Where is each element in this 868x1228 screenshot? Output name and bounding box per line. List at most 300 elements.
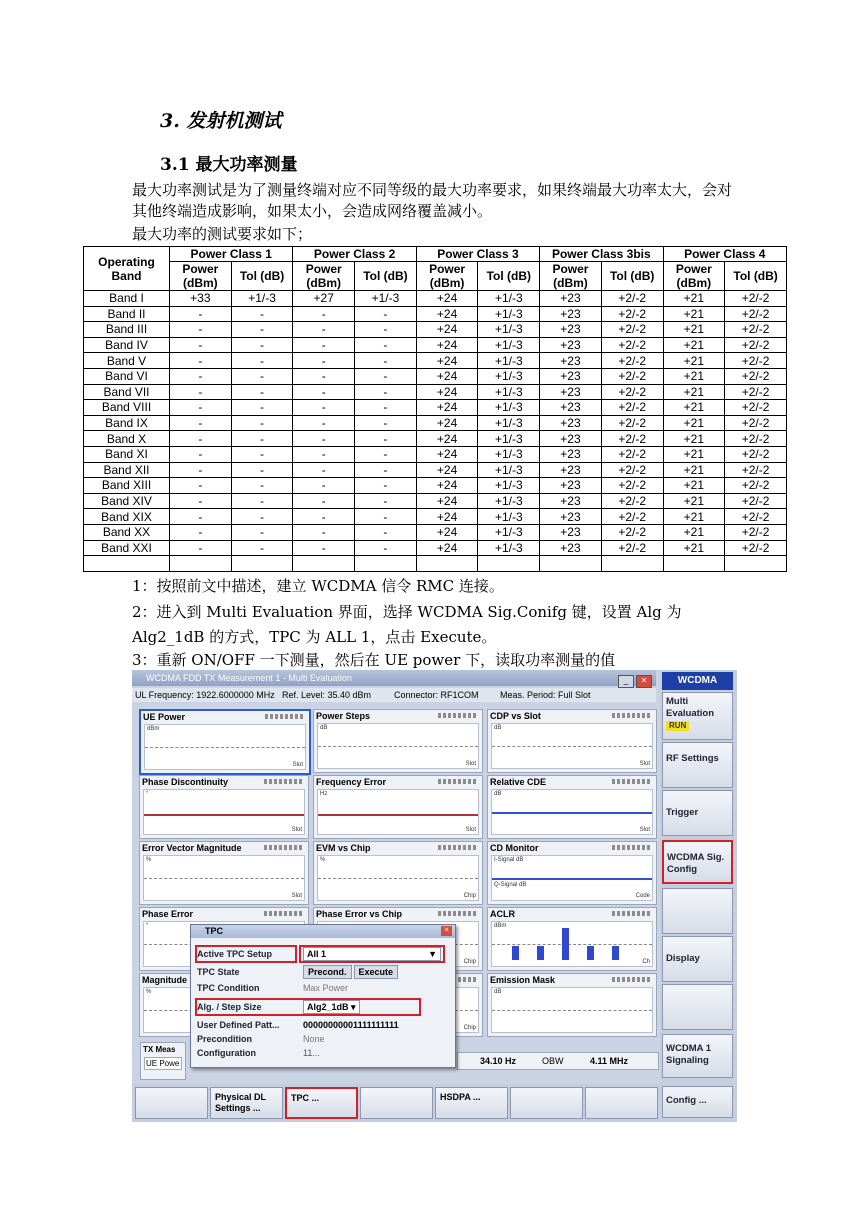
status-dots-icon: [612, 845, 652, 850]
tol-subheader: Tol (dB): [601, 262, 663, 291]
value-cell: +2/-2: [725, 337, 787, 353]
class-header: Power Class 3bis: [540, 247, 663, 262]
table-row: [84, 493, 787, 509]
step-1: 1：按照前文中描述，建立 WCDMA 信令 RMC 连接。: [132, 577, 504, 595]
step-3: 3：重新 ON/OFF 一下测量，然后在 UE power 下，读取功率测量的值: [132, 651, 616, 669]
status-dots-icon: [264, 845, 304, 850]
panel-title: Emission Mask: [490, 975, 556, 985]
status-dots-icon: [264, 911, 304, 916]
value-cell: -: [231, 524, 293, 540]
value-cell: +21: [663, 291, 725, 307]
table-row: [84, 322, 787, 338]
band-cell: Band XIX: [84, 509, 170, 525]
band-cell: Band XXI: [84, 540, 170, 556]
plot-area: [317, 723, 479, 769]
value-cell: -: [231, 462, 293, 478]
value-cell: +1/-3: [478, 400, 540, 416]
value-cell: +2/-2: [601, 446, 663, 462]
measurement-panel[interactable]: [139, 709, 311, 775]
value-cell: -: [170, 415, 232, 431]
value-cell: +24: [416, 509, 478, 525]
value-cell: +1/-3: [478, 415, 540, 431]
operating-band-header: Operating Band: [84, 247, 170, 291]
value-cell: +2/-2: [601, 337, 663, 353]
precondition-label: Precondition: [197, 1034, 253, 1044]
value-cell: +23: [540, 400, 602, 416]
info-bar: [132, 688, 656, 702]
tx-meas-title: TX Meas: [143, 1045, 176, 1054]
aclr-bar: [612, 946, 619, 960]
value-cell: +2/-2: [601, 478, 663, 494]
value-cell: +24: [416, 524, 478, 540]
value-cell: -: [355, 478, 417, 494]
alg-step-label: Alg. / Step Size: [197, 1002, 262, 1012]
value-cell: -: [293, 462, 355, 478]
value-cell: -: [293, 368, 355, 384]
value-cell: +24: [416, 400, 478, 416]
value-cell: +21: [663, 462, 725, 478]
value-cell: [663, 556, 725, 572]
plot-area: [491, 789, 653, 835]
value-cell: +2/-2: [601, 322, 663, 338]
status-dots-icon: [438, 845, 478, 850]
panel-title: CDP vs Slot: [490, 711, 541, 721]
configuration-value: 11...: [303, 1048, 320, 1058]
wcdma-signaling-button[interactable]: WCDMA 1 Signaling: [662, 1034, 733, 1078]
value-cell: +2/-2: [725, 524, 787, 540]
value-cell: -: [293, 306, 355, 322]
panel-title: Phase Error vs Chip: [316, 909, 403, 919]
value-cell: -: [231, 322, 293, 338]
plot-area: [491, 987, 653, 1033]
alg-step-value: Alg2_1dB: [307, 1002, 349, 1012]
value-cell: +2/-2: [725, 540, 787, 556]
measurement-panel[interactable]: [313, 775, 483, 839]
value-cell: +24: [416, 446, 478, 462]
display-button[interactable]: Display: [662, 936, 733, 982]
panel-title: Phase Discontinuity: [142, 777, 229, 787]
value-cell: -: [355, 509, 417, 525]
value-cell: +21: [663, 322, 725, 338]
plot-x-unit: Slot: [639, 761, 650, 767]
plot-y-unit: dB: [494, 791, 502, 797]
status-dots-icon: [264, 779, 304, 784]
requirement-intro: 最大功率的测试要求如下；: [132, 225, 313, 243]
softkey-empty[interactable]: [662, 888, 733, 934]
value-cell: +1/-3: [478, 478, 540, 494]
value-cell: +21: [663, 478, 725, 494]
value-cell: +24: [416, 322, 478, 338]
panel-title: Error Vector Magnitude: [142, 843, 242, 853]
value-cell: -: [293, 384, 355, 400]
status-dots-icon: [438, 779, 478, 784]
table-row: [84, 384, 787, 400]
value-cell: -: [170, 384, 232, 400]
step-2: 2：进入到 Multi Evaluation 界面，选择 WCDMA Sig.Conifg 键，设置 Alg 为: [132, 603, 682, 621]
aclr-bar: [587, 946, 594, 960]
status-dots-icon: [612, 713, 652, 718]
band-cell: Band X: [84, 431, 170, 447]
value-cell: -: [355, 415, 417, 431]
tpc-condition-value: Max Power: [303, 983, 349, 993]
trace-line: [492, 746, 652, 747]
plot-y-unit: %: [146, 989, 152, 995]
value-cell: +23: [540, 322, 602, 338]
value-cell: +2/-2: [725, 431, 787, 447]
plot-x-unit: Chip: [463, 959, 476, 965]
bottom-values: [457, 1052, 659, 1070]
value-cell: -: [293, 322, 355, 338]
minimize-button[interactable]: _: [618, 675, 634, 688]
value-cell: -: [170, 524, 232, 540]
table-row: [84, 478, 787, 494]
value-cell: +2/-2: [601, 462, 663, 478]
measurement-panel[interactable]: [313, 709, 483, 773]
trace-line: [144, 878, 304, 879]
panel-title: Frequency Error: [316, 777, 387, 787]
value-cell: +2/-2: [725, 493, 787, 509]
value-cell: -: [231, 337, 293, 353]
window-titlebar: [132, 670, 656, 686]
bottom-softkey[interactable]: HSDPA ...: [435, 1087, 508, 1119]
plot-y-unit: %: [146, 857, 152, 863]
plot-x-unit: Chip: [463, 893, 476, 899]
window-title: WCDMA FDD TX Measurement 1 - Multi Evaluation: [146, 673, 352, 683]
value-cell: +1/-3: [478, 540, 540, 556]
value-cell: +2/-2: [725, 446, 787, 462]
value-cell: -: [293, 540, 355, 556]
status-dots-icon: [612, 911, 652, 916]
panel-title: Power Steps: [316, 711, 371, 721]
connector: Connector: RF1COM: [394, 690, 479, 700]
intro-paragraph: 最大功率测试是为了测量终端对应不同等级的最大功率要求，如果终端最大功率太大，会对其他终端造成影响，如果太小，会造成网络覆盖减小。: [132, 181, 733, 220]
plot-x-unit: Slot: [465, 761, 476, 767]
measurement-panel[interactable]: [487, 841, 657, 905]
value-cell: -: [231, 431, 293, 447]
value-cell: -: [355, 446, 417, 462]
value-cell: +23: [540, 291, 602, 307]
precond-button[interactable]: Precond.: [303, 965, 352, 979]
value-cell: +2/-2: [725, 415, 787, 431]
value-cell: +23: [540, 415, 602, 431]
measurement-panel[interactable]: [487, 973, 657, 1037]
value-cell: +2/-2: [725, 400, 787, 416]
value-cell: -: [170, 337, 232, 353]
plot-x-unit: Code: [635, 893, 650, 899]
value-cell: +1/-3: [478, 462, 540, 478]
trace-line: [318, 814, 478, 816]
plot-y-unit: °: [146, 923, 149, 929]
obw-label: OBW: [542, 1056, 564, 1066]
value-cell: +1/-3: [355, 291, 417, 307]
plot-area: [143, 855, 305, 901]
value-cell: +2/-2: [725, 368, 787, 384]
close-icon[interactable]: ✕: [636, 675, 652, 688]
value-cell: +1/-3: [478, 384, 540, 400]
value-cell: -: [231, 478, 293, 494]
value-cell: +2/-2: [725, 353, 787, 369]
band-cell: Band VIII: [84, 400, 170, 416]
active-tpc-label: Active TPC Setup: [197, 949, 273, 959]
freq-value: 34.10 Hz: [480, 1056, 517, 1066]
value-cell: -: [355, 306, 417, 322]
value-cell: -: [293, 478, 355, 494]
value-cell: +2/-2: [601, 291, 663, 307]
precondition-value: None: [303, 1034, 325, 1044]
value-cell: [170, 556, 232, 572]
close-icon[interactable]: ✕: [441, 926, 452, 936]
plot-area: [491, 921, 653, 967]
band-cell: Band XIV: [84, 493, 170, 509]
plot-y-unit: I-Signal dB: [494, 857, 524, 863]
value-cell: -: [170, 509, 232, 525]
value-cell: +2/-2: [601, 524, 663, 540]
wcdma-sig-config-button[interactable]: WCDMA Sig. Config: [662, 840, 733, 884]
value-cell: +21: [663, 415, 725, 431]
plot-x-unit: Slot: [639, 827, 650, 833]
plot-area: [144, 724, 306, 770]
value-cell: +2/-2: [601, 353, 663, 369]
table-row: [84, 431, 787, 447]
value-cell: -: [293, 446, 355, 462]
value-cell: -: [355, 493, 417, 509]
measurement-panel[interactable]: [487, 709, 657, 773]
power-subheader: Power (dBm): [293, 262, 355, 291]
aclr-bar: [512, 946, 519, 960]
value-cell: +21: [663, 400, 725, 416]
value-cell: +24: [416, 306, 478, 322]
measurement-panel[interactable]: [139, 841, 309, 905]
band-cell: Band XI: [84, 446, 170, 462]
measurement-panel[interactable]: [487, 775, 657, 839]
value-cell: -: [355, 462, 417, 478]
value-cell: -: [231, 540, 293, 556]
value-cell: -: [293, 400, 355, 416]
trace-line: [492, 878, 652, 880]
aclr-bar: [537, 946, 544, 960]
table-row: [84, 368, 787, 384]
bottom-softkey[interactable]: [510, 1087, 583, 1119]
measurement-panel[interactable]: [487, 907, 657, 971]
value-cell: -: [231, 400, 293, 416]
value-cell: +1/-3: [478, 322, 540, 338]
table-row: [84, 446, 787, 462]
value-cell: [725, 556, 787, 572]
table-row: [84, 556, 787, 572]
value-cell: [601, 556, 663, 572]
value-cell: +2/-2: [725, 291, 787, 307]
configuration-label: Configuration: [197, 1048, 256, 1058]
table-row: [84, 306, 787, 322]
value-cell: +2/-2: [725, 384, 787, 400]
table-row: [84, 353, 787, 369]
value-cell: -: [170, 540, 232, 556]
bottom-softkey[interactable]: Physical DL Settings ...: [210, 1087, 283, 1119]
value-cell: +1/-3: [478, 446, 540, 462]
user-pattern-label: User Defined Patt...: [197, 1020, 280, 1030]
user-pattern-value[interactable]: 00000000001111111111: [303, 1020, 399, 1030]
panel-title: Relative CDE: [490, 777, 547, 787]
value-cell: [478, 556, 540, 572]
bottom-softkey[interactable]: TPC ...: [285, 1087, 358, 1119]
value-cell: -: [293, 353, 355, 369]
value-cell: -: [293, 337, 355, 353]
panel-title: EVM vs Chip: [316, 843, 371, 853]
bottom-softkey[interactable]: [135, 1087, 208, 1119]
band-cell: Band XX: [84, 524, 170, 540]
value-cell: [355, 556, 417, 572]
value-cell: [540, 556, 602, 572]
tol-subheader: Tol (dB): [231, 262, 293, 291]
value-cell: -: [170, 446, 232, 462]
multi-evaluation-button[interactable]: [662, 692, 733, 740]
class-header: Power Class 3: [416, 247, 539, 262]
band-cell: Band II: [84, 306, 170, 322]
max-power-table: [83, 246, 787, 572]
panel-title: UE Power: [143, 712, 186, 722]
highlight-box: [195, 998, 421, 1016]
trigger-button[interactable]: Trigger: [662, 790, 733, 836]
panel-title: Magnitude: [142, 975, 187, 985]
table-row: [84, 509, 787, 525]
value-cell: +24: [416, 462, 478, 478]
value-cell: -: [170, 368, 232, 384]
value-cell: +23: [540, 446, 602, 462]
plot-x-unit: Ch: [642, 959, 650, 965]
measurement-panel[interactable]: [313, 841, 483, 905]
value-cell: -: [293, 431, 355, 447]
chevron-down-icon: ▼: [428, 949, 437, 959]
value-cell: -: [170, 306, 232, 322]
value-cell: +2/-2: [601, 384, 663, 400]
aclr-bar: [562, 928, 569, 960]
value-cell: +24: [416, 493, 478, 509]
trace-line: [492, 1010, 652, 1011]
value-cell: +1/-3: [478, 337, 540, 353]
highlight-box: [299, 945, 445, 963]
value-cell: +23: [540, 431, 602, 447]
trace-line: [492, 944, 652, 945]
plot-area: [317, 855, 479, 901]
rf-settings-button[interactable]: RF Settings: [662, 742, 733, 788]
value-cell: +2/-2: [601, 368, 663, 384]
value-cell: +24: [416, 368, 478, 384]
band-cell: Band IX: [84, 415, 170, 431]
value-cell: +23: [540, 478, 602, 494]
value-cell: +1/-3: [478, 306, 540, 322]
right-softkey-bar: [660, 670, 737, 1122]
value-cell: -: [231, 306, 293, 322]
value-cell: -: [231, 493, 293, 509]
tol-subheader: Tol (dB): [725, 262, 787, 291]
value-cell: [293, 556, 355, 572]
value-cell: -: [355, 400, 417, 416]
bottom-softkey[interactable]: [585, 1087, 658, 1119]
plot-q-label: Q-Signal dB: [494, 882, 527, 888]
trace-line: [318, 878, 478, 879]
trace-line: [318, 746, 478, 747]
status-dots-icon: [265, 714, 305, 719]
plot-x-unit: Chip: [463, 1025, 476, 1031]
band-cell: Band VII: [84, 384, 170, 400]
value-cell: -: [355, 524, 417, 540]
tpc-dialog: [190, 924, 456, 1068]
plot-x-unit: Slot: [465, 827, 476, 833]
value-cell: +1/-3: [478, 431, 540, 447]
value-cell: +2/-2: [601, 306, 663, 322]
config-button[interactable]: Config ...: [662, 1086, 733, 1118]
tpc-state-label: TPC State: [197, 967, 240, 977]
value-cell: -: [231, 368, 293, 384]
value-cell: +24: [416, 353, 478, 369]
value-cell: -: [170, 400, 232, 416]
plot-x-unit: Slot: [292, 762, 303, 768]
value-cell: -: [231, 415, 293, 431]
section-heading: 3. 发射机测试: [160, 110, 282, 132]
value-cell: +2/-2: [601, 493, 663, 509]
value-cell: +23: [540, 368, 602, 384]
value-cell: +21: [663, 446, 725, 462]
value-cell: +2/-2: [725, 462, 787, 478]
plot-y-unit: Hz: [320, 791, 328, 797]
bottom-softkey[interactable]: [360, 1087, 433, 1119]
obw-value: 4.11 MHz: [590, 1056, 629, 1066]
value-cell: +23: [540, 462, 602, 478]
tx-meas-panel: [140, 1042, 186, 1080]
value-cell: +2/-2: [601, 540, 663, 556]
value-cell: -: [293, 524, 355, 540]
value-cell: +2/-2: [725, 478, 787, 494]
value-cell: +21: [663, 306, 725, 322]
step-2-cont: Alg2_1dB 的方式，TPC 为 ALL 1，点击 Execute。: [132, 628, 497, 646]
trace-line: [144, 814, 304, 816]
value-cell: +1/-3: [478, 493, 540, 509]
active-tpc-value: All 1: [307, 949, 327, 959]
value-cell: +2/-2: [725, 322, 787, 338]
power-subheader: Power (dBm): [540, 262, 602, 291]
class-header: Power Class 1: [170, 247, 293, 262]
value-cell: -: [231, 446, 293, 462]
value-cell: +2/-2: [725, 509, 787, 525]
subsection-heading: 3.1 最大功率测量: [160, 155, 298, 175]
value-cell: +2/-2: [725, 306, 787, 322]
value-cell: +23: [540, 337, 602, 353]
value-cell: -: [355, 384, 417, 400]
tx-meas-item[interactable]: UE Powe: [144, 1057, 182, 1070]
value-cell: +21: [663, 431, 725, 447]
band-cell: [84, 556, 170, 572]
value-cell: -: [170, 322, 232, 338]
value-cell: [231, 556, 293, 572]
value-cell: +2/-2: [601, 415, 663, 431]
status-dots-icon: [438, 911, 478, 916]
measurement-panel[interactable]: [139, 775, 309, 839]
value-cell: +1/-3: [478, 353, 540, 369]
softkey-empty[interactable]: [662, 984, 733, 1030]
class-header: Power Class 2: [293, 247, 416, 262]
value-cell: +23: [540, 306, 602, 322]
value-cell: -: [293, 509, 355, 525]
value-cell: +23: [540, 524, 602, 540]
run-badge: RUN: [666, 721, 689, 731]
value-cell: +1/-3: [478, 524, 540, 540]
table-row: [84, 415, 787, 431]
execute-button[interactable]: Execute: [354, 965, 399, 979]
power-subheader: Power (dBm): [416, 262, 478, 291]
trace-line: [492, 812, 652, 814]
value-cell: [416, 556, 478, 572]
value-cell: +24: [416, 478, 478, 494]
